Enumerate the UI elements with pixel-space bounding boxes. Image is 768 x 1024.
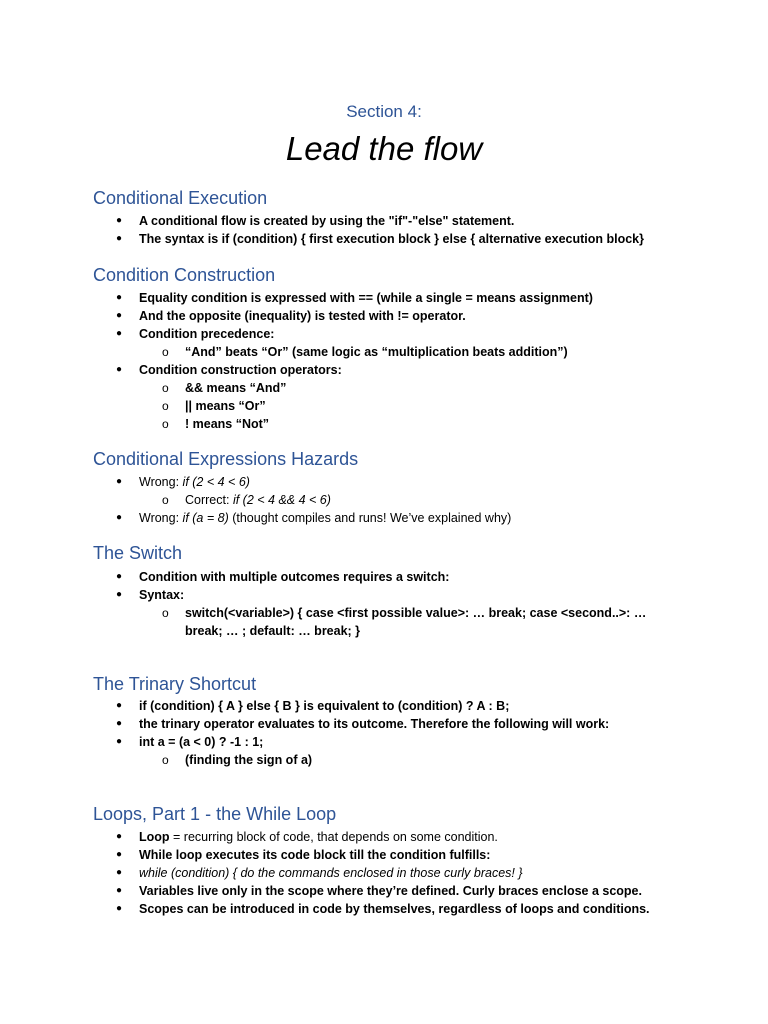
list-conditional-execution (0, 212, 644, 248)
list-item: ● Condition precedence: (116, 327, 275, 341)
bullet-marker: ● (116, 310, 123, 321)
sub-bullet-marker: o (162, 753, 169, 767)
list-trinary (0, 697, 609, 769)
page-title: Lead the flow (285, 130, 483, 167)
heading-hazards: Conditional Expressions Hazards (93, 449, 359, 469)
list-item: ● Loop = recurring block of code, that depends on some condition. (116, 830, 498, 844)
code-snippet: if (2 < 4 && 4 < 6) (232, 493, 331, 507)
list-item: ● A conditional flow is created by using the "if"-"else" statement. (116, 214, 515, 228)
list-item: ● While loop executes its code block till the condition fulfills: (116, 848, 491, 862)
bullet-marker: ● (116, 700, 123, 711)
list-item: ● Condition construction operators: (116, 363, 342, 377)
bullet-marker: ● (116, 292, 123, 303)
list-item: ● Condition with multiple outcomes requires a switch: (116, 570, 450, 584)
bullet-marker: ● (116, 718, 123, 729)
list-item: ● Syntax: (116, 588, 185, 602)
sub-list-item: o ! means “Not” (162, 417, 270, 431)
list-item: ● the trinary operator evaluates to its outcome. Therefore the following will work: (116, 717, 610, 731)
heading-condition-construction: Condition Construction (93, 265, 276, 285)
section-label: Section 4: (346, 102, 422, 121)
bullet-marker: ● (116, 736, 123, 747)
bullet-marker: ● (116, 831, 123, 842)
list-item: ● if (condition) { A } else { B } is equivalent to (condition) ? A : B; (116, 699, 510, 713)
sub-bullet-marker: o (162, 399, 169, 413)
list-item: ● Equality condition is expressed with == (while a single = means assignment) (116, 291, 593, 305)
bullet-marker: ● (116, 328, 123, 339)
list-loops (0, 828, 650, 918)
sub-list-item: o switch(<variable>) { case <first possible value>: … break; case <second..>: … break; … ; default: … break; } (162, 606, 647, 638)
bullet-marker: ● (116, 589, 123, 600)
bullet-marker: ● (116, 849, 123, 860)
code-snippet: if (a = 8) (182, 511, 229, 525)
sub-list-item: o “And” beats “Or” (same logic as “multiplication beats addition”) (162, 345, 568, 359)
list-item: ● Wrong: if (2 < 4 < 6) (116, 475, 250, 489)
bullet-marker: ● (116, 885, 123, 896)
bullet-marker: ● (116, 476, 123, 487)
sub-list-item: o || means “Or” (162, 399, 266, 413)
sub-bullet-marker: o (162, 606, 169, 620)
list-item: ● int a = (a < 0) ? -1 : 1; (116, 735, 264, 749)
heading-switch: The Switch (93, 543, 183, 563)
bullet-marker: ● (116, 903, 123, 914)
list-switch (0, 568, 675, 640)
list-item: ● Wrong: if (a = 8) (thought compiles and runs! We’ve explained why) (116, 511, 512, 525)
sub-bullet-marker: o (162, 345, 169, 359)
list-condition-construction (0, 289, 593, 433)
bullet-marker: ● (116, 215, 123, 226)
sub-bullet-marker: o (162, 493, 169, 507)
list-item: ● And the opposite (inequality) is tested with != operator. (116, 309, 466, 323)
heading-loops: Loops, Part 1 - the While Loop (93, 804, 337, 824)
sub-list-item: o && means “And” (162, 381, 287, 395)
sub-list-item: o Correct: if (2 < 4 && 4 < 6) (162, 493, 331, 507)
list-item: ● The syntax is if (condition) { first execution block } else { alternative execution block} (116, 232, 644, 246)
list-item: ● Variables live only in the scope where they’re defined. Curly braces enclose a scope. (116, 884, 642, 898)
list-item (0, 864, 650, 882)
bullet-marker: ● (116, 867, 123, 878)
sub-bullet-marker: o (162, 381, 169, 395)
bullet-marker: ● (116, 512, 123, 523)
sub-bullet-marker: o (162, 417, 169, 431)
list-hazards (0, 473, 511, 527)
code-snippet: if (2 < 4 < 6) (182, 475, 250, 489)
sub-list-item: o (finding the sign of a) (162, 753, 313, 767)
bullet-marker: ● (116, 364, 123, 375)
list-item: ● Scopes can be introduced in code by themselves, regardless of loops and conditions. (116, 902, 650, 916)
code-snippet: while (condition) { do the commands enclosed in those curly braces! } (139, 866, 523, 880)
bullet-marker: ● (116, 233, 123, 244)
heading-conditional-execution: Conditional Execution (93, 188, 268, 208)
heading-trinary: The Trinary Shortcut (93, 674, 257, 694)
bullet-marker: ● (116, 571, 123, 582)
